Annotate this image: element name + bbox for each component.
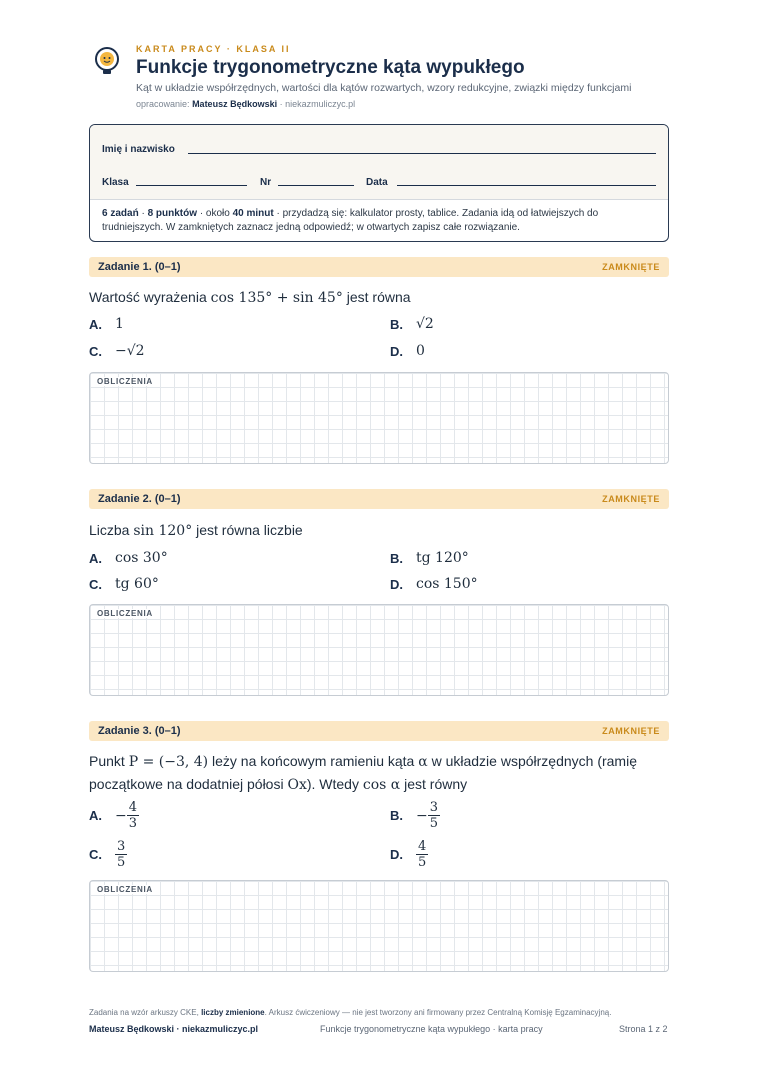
option-fraction [416, 839, 428, 870]
task-3-q-mid2: w układzie współrzędnych (ramię początkowe na dodatniej półosi [89, 753, 637, 792]
task-3-question [89, 750, 669, 796]
name-label: Imię i nazwisko [102, 144, 175, 155]
task-1-question [89, 286, 669, 309]
option-letter: A. [89, 808, 102, 823]
fraction-denominator: 5 [117, 855, 126, 870]
task-1-option-d[interactable] [390, 343, 425, 359]
name-field[interactable] [188, 153, 656, 154]
option-fraction [127, 800, 139, 831]
option-sign: − [115, 807, 127, 824]
option-value: 0 [416, 343, 425, 359]
class-field[interactable] [136, 185, 247, 186]
task-2-q-pre: Liczba [89, 522, 130, 538]
info-tasks: 6 zadań [102, 208, 139, 219]
fraction-denominator: 3 [128, 816, 138, 831]
option-letter: A. [89, 550, 102, 566]
task-3-work-area[interactable] [89, 880, 669, 972]
class-label: Klasa [102, 177, 129, 188]
option-sign: − [416, 807, 428, 824]
nr-field[interactable] [278, 185, 354, 186]
task-3-option-c[interactable] [89, 839, 127, 870]
task-3-type-badge: ZAMKNIĘTE [602, 726, 660, 736]
task-1-title: Zadanie 1. (0–1) [98, 261, 181, 273]
task-2-option-d[interactable] [390, 576, 478, 592]
option-value: −√2 [115, 343, 145, 359]
footer-note-bold: liczby zmienione [201, 1008, 265, 1017]
task-3-q-pre: Punkt [89, 753, 125, 769]
fraction-numerator: 4 [418, 839, 427, 854]
option-fraction [428, 800, 440, 831]
footer-note [89, 1008, 611, 1017]
task-2-option-b[interactable] [390, 550, 469, 566]
task-2-q-post: jest równa liczbie [196, 522, 303, 538]
task-2-option-c[interactable] [89, 576, 159, 592]
task-3-q-ox: Ox [287, 777, 307, 793]
option-value: cos 150° [416, 576, 478, 592]
option-letter: B. [390, 550, 403, 566]
option-letter: A. [89, 316, 102, 332]
task-2-header [89, 489, 669, 509]
info-rest: · przydadzą się: kalkulator prosty, tablice. Zadania idą od łatwiejszych do trudniejszych. W zamkniętych zaznacz jedną odpowiedź; w otwartych zapisz całe rozwiązanie. [102, 208, 599, 233]
task-3-q-end: jest równy [404, 776, 468, 792]
author-line [136, 99, 355, 109]
author-site: · niekazmuliczyc.pl [279, 99, 356, 109]
task-2-title: Zadanie 2. (0–1) [98, 493, 181, 505]
task-3-option-a[interactable] [89, 800, 139, 831]
option-value: cos 30° [115, 550, 168, 566]
info-points: 8 punktów [147, 208, 198, 219]
task-3-option-b[interactable] [390, 800, 440, 831]
page-subtitle: Kąt w układzie współrzędnych, wartości dla kątów rozwartych, wzory redukcyjne, związki między funkcjami [136, 82, 632, 94]
task-2-question [89, 519, 669, 542]
worksheet-kicker: KARTA PRACY · KLASA II [136, 44, 291, 54]
task-3-option-d[interactable] [390, 839, 428, 870]
task-3-header [89, 721, 669, 741]
task-1-work-area[interactable] [89, 372, 669, 464]
work-area-label: OBLICZENIA [97, 377, 153, 386]
footer-note-post: . Arkusz ćwiczeniowy — nie jest tworzony ani firmowany przez Centralną Komisję Egzaminacyjną. [264, 1008, 612, 1017]
task-1-header [89, 257, 669, 277]
option-letter: C. [89, 576, 102, 592]
option-value: tg 120° [416, 550, 469, 566]
option-letter: B. [390, 808, 403, 823]
option-letter: C. [89, 343, 102, 359]
date-label: Data [366, 177, 388, 188]
task-2-type-badge: ZAMKNIĘTE [602, 494, 660, 504]
author-prefix: opracowanie: [136, 99, 190, 109]
info-time-prefix: · około [199, 208, 230, 219]
footer-doc-title: Funkcje trygonometryczne kąta wypukłego · karta pracy [320, 1024, 543, 1034]
lightbulb-face-icon [92, 46, 122, 76]
task-1-option-c[interactable] [89, 343, 145, 359]
fraction-numerator: 4 [128, 800, 138, 815]
option-letter: D. [390, 576, 403, 592]
student-fields [90, 125, 668, 200]
task-1-q-pre: Wartość wyrażenia [89, 289, 207, 305]
footer-note-pre: Zadania na wzór arkuszy CKE, [89, 1008, 199, 1017]
task-3-title: Zadanie 3. (0–1) [98, 725, 181, 737]
option-fraction [115, 839, 127, 870]
work-area-label: OBLICZENIA [97, 609, 153, 618]
task-2-option-a[interactable] [89, 550, 168, 566]
task-1-option-b[interactable] [390, 316, 434, 332]
option-letter: B. [390, 316, 403, 332]
page-title: Funkcje trygonometryczne kąta wypukłego [136, 57, 525, 78]
task-2-work-area[interactable] [89, 604, 669, 696]
task-1-option-a[interactable] [89, 316, 124, 332]
option-letter: D. [390, 847, 403, 862]
info-time: 40 minut [232, 208, 274, 219]
option-value: 1 [115, 316, 124, 332]
author-name: Mateusz Będkowski [192, 99, 278, 109]
fraction-denominator: 5 [418, 855, 427, 870]
nr-label: Nr [260, 177, 272, 188]
task-1-q-math: cos 135° + sin 45° [210, 290, 343, 306]
task-3-q-math: P = (−3, 4) [128, 754, 209, 770]
fraction-numerator: 3 [429, 800, 439, 815]
task-3-q-mid: leży na końcowym ramieniu kąta [212, 753, 415, 769]
date-field[interactable] [397, 185, 656, 186]
task-2-q-math: sin 120° [133, 523, 193, 539]
task-1-q-post: jest równa [346, 289, 411, 305]
task-1-type-badge: ZAMKNIĘTE [602, 262, 660, 272]
task-3-q-post: ). Wtedy [306, 776, 359, 792]
option-value: tg 60° [115, 576, 159, 592]
footer-page-number: Strona 1 z 2 [619, 1024, 668, 1034]
task-3-q-cos: cos α [362, 777, 401, 793]
task-3-q-alpha: α [418, 754, 428, 770]
option-letter: D. [390, 343, 403, 359]
worksheet-info: 6 zadań · 8 punktów · około 40 minut · przydadzą się: kalkulator prosty, tablice. Zadania idą od łatwiejszych do trudniejszych. W zamkniętych zaznacz jedną odpowiedź; w otwartych zapisz całe rozwiązanie. [102, 208, 599, 233]
fraction-numerator: 3 [117, 839, 126, 854]
option-letter: C. [89, 847, 102, 862]
student-info-box [89, 124, 669, 242]
option-value: √2 [416, 316, 434, 332]
work-area-label: OBLICZENIA [97, 885, 153, 894]
footer-author: Mateusz Będkowski · niekazmuliczyc.pl [89, 1024, 259, 1034]
fraction-denominator: 5 [429, 816, 439, 831]
